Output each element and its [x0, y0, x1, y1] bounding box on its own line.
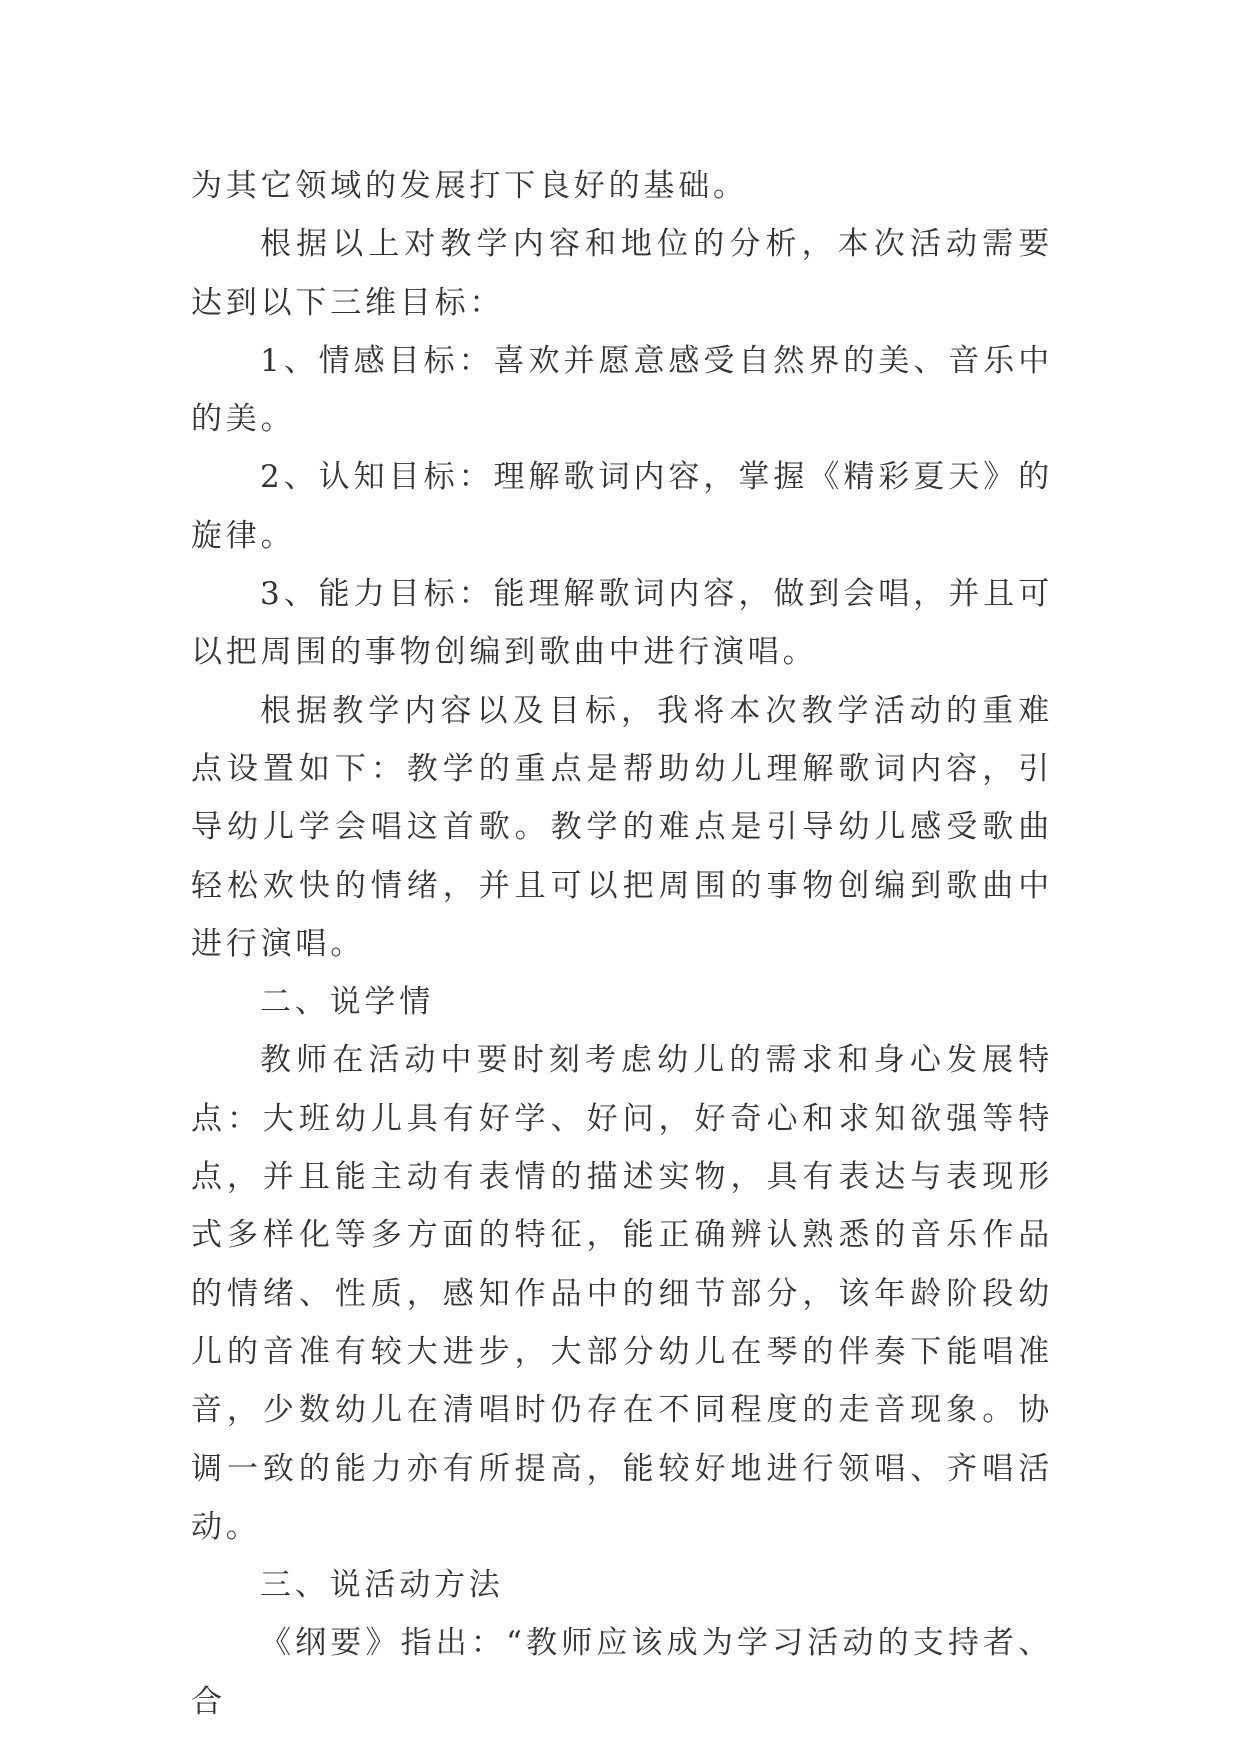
paragraph-goals-intro: 根据以上对教学内容和地位的分析，本次活动需要达到以下三维目标：: [191, 226, 1053, 321]
paragraph-learner-analysis: 教师在活动中要时刻考虑幼儿的需求和身心发展特点：大班幼儿具有好学、好问，好奇心和求知欲强等特点，并且能主动有表情的描述实物，具有表达与表现形式多样化等多方面的特征，能正确辨认熟悉的音乐作品的情绪、性质，感知作品中的细节部分，该年龄阶段幼儿的音准有较大进步，大部分幼儿在琴的伴奏下能唱准音，少数幼儿在清唱时仍存在不同程度的走音现象。协调一致的能力亦有所提高，能较好地进行领唱、齐唱活动。: [191, 1042, 1053, 1545]
paragraph-cognitive-goal: 2、认知目标：理解歌词内容，掌握《精彩夏天》的旋律。: [191, 459, 1053, 554]
paragraph-key-points: 根据教学内容以及目标，我将本次教学活动的重难点设置如下：教学的重点是帮助幼儿理解歌词内容，引导幼儿学会唱这首歌。教学的难点是引导幼儿感受歌曲轻松欢快的情绪，并且可以把周围的事物创编到歌曲中进行演唱。: [191, 692, 1053, 962]
paragraph-foundation: 为其它领域的发展打下良好的基础。: [191, 168, 748, 204]
paragraph-outline-quote: 《纲要》指出：“教师应该成为学习活动的支持者、合: [191, 1625, 1053, 1720]
document-body: [191, 157, 1053, 1731]
section-heading-methods: 三、说活动方法: [260, 1567, 504, 1604]
paragraph-emotion-goal: 1、情感目标：喜欢并愿意感受自然界的美、音乐中的美。: [191, 342, 1053, 438]
paragraph-ability-goal: 3、能力目标：能理解歌词内容，做到会唱，并且可以把周围的事物创编到歌曲中进行演唱。: [191, 576, 1053, 671]
section-heading-learners: 二、说学情: [260, 984, 434, 1021]
